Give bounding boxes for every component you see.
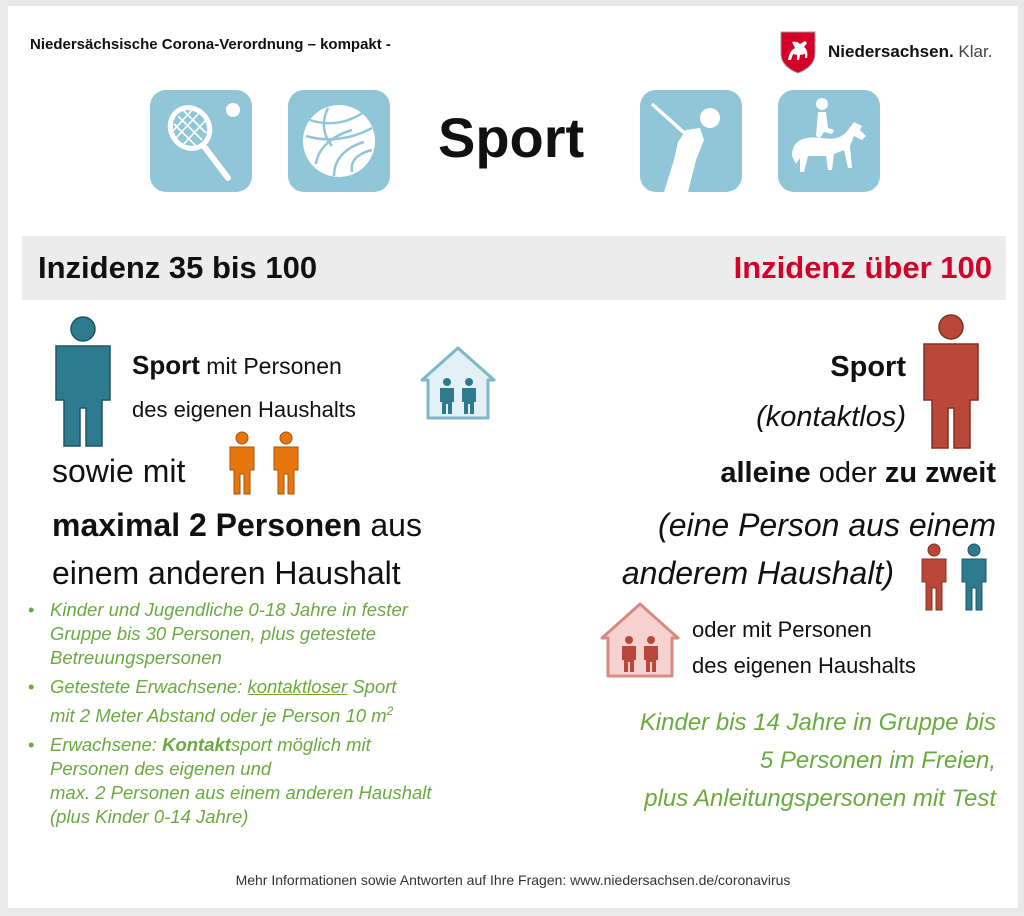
right-contactless: (kontaktlos) (756, 401, 906, 433)
bullet-3-prefix: Erwachsene: (50, 734, 163, 756)
right-children-line-3: plus Anleitungspersonen mit Test (644, 785, 996, 812)
niedersachsen-logo (778, 30, 1013, 74)
right-two: zu zweit (884, 457, 996, 489)
bullet-1-line-3: Betreuungspersonen (50, 647, 222, 668)
right-own-household: des eigenen Haushalts (692, 653, 916, 678)
left-max-two-bold: maximal 2 Personen (52, 507, 362, 543)
bullet-3-bold: Kontakt (162, 734, 231, 756)
right-children-line-1: Kinder bis 14 Jahre in Gruppe bis (639, 709, 996, 736)
bullet-1-line-1: • Kinder und Jugendliche 0-18 Jahre in fester (50, 599, 408, 620)
bullet-2-distance: mit 2 Meter Abstand oder je Person 10 m (50, 705, 387, 727)
left-also-with: sowie mit (52, 453, 186, 489)
bullet-2-suffix: Sport (347, 676, 397, 697)
bullet-3-line-4: (plus Kinder 0-14 Jahre) (50, 806, 249, 828)
logo-name: Niedersachsen. (828, 42, 954, 61)
left-own-household: des eigenen Haushalts (132, 397, 356, 422)
logo-suffix: Klar. (958, 42, 993, 61)
bullet-3-suffix: sport möglich mit (230, 734, 371, 756)
persons-orange-icon (222, 430, 308, 496)
logo-wordmark (828, 42, 992, 62)
volleyball-icon (288, 90, 390, 192)
left-max-two (52, 506, 422, 544)
right-alone-or-two (720, 456, 996, 491)
right-children-line-2: 5 Personen im Freien, (759, 747, 996, 774)
bullet-2-superscript: 2 (386, 704, 394, 718)
right-one-person: (eine Person aus einem (658, 507, 996, 543)
footer-info: Mehr Informationen sowie Antworten auf Ihre Fragen: www.niedersachsen.de/coronavirus (235, 872, 791, 888)
tennis-icon (150, 90, 252, 192)
bullet-3-line-2: Personen des eigenen und (50, 758, 272, 780)
page (8, 6, 1018, 908)
right-or: oder (810, 457, 885, 489)
left-other-household: einem anderen Haushalt (52, 555, 401, 591)
left-sport-rest: mit Personen (199, 353, 342, 379)
left-max-two-rest: aus (361, 507, 422, 543)
right-sport: Sport (830, 351, 906, 383)
person-teal-icon (52, 316, 114, 448)
left-sport-line (132, 350, 342, 381)
right-or-with-persons: oder mit Personen (692, 617, 872, 642)
incidence-over-100-heading: Inzidenz über 100 (733, 250, 992, 285)
bullet-children-youth (22, 598, 542, 670)
incidence-band (22, 236, 1006, 300)
bullet-3-line-3: max. 2 Personen aus einem anderen Haushalt (50, 782, 432, 804)
person-red-icon (920, 314, 982, 450)
bullet-2-underlined: kontaktloser (247, 676, 348, 697)
bullet-tested-adults (22, 675, 542, 728)
bullet-2-line-2 (50, 699, 542, 728)
bullet-2-line-1 (50, 675, 542, 699)
horse-shield-icon (778, 30, 818, 74)
bullet-2-prefix: Getestete Erwachsene: (50, 676, 248, 697)
right-alone: alleine (720, 457, 811, 489)
right-other-household: anderem Haushalt) (621, 555, 894, 591)
incidence-35-100-heading: Inzidenz 35 bis 100 (38, 250, 318, 285)
household-red-icon (596, 598, 684, 680)
bullet-adults-contact (22, 733, 542, 829)
persons-red-teal-icon (914, 542, 994, 612)
golf-icon (640, 90, 742, 192)
right-children-note (640, 704, 996, 818)
page-subtitle: Niedersächsische Corona-Verordnung – kompakt - (30, 36, 391, 53)
horse-riding-icon (778, 90, 880, 192)
bullet-1-line-2: Gruppe bis 30 Personen, plus getestete (50, 623, 377, 644)
page-title: Sport (438, 106, 585, 169)
left-sport-bold: Sport (132, 350, 200, 380)
bullet-3-line-1 (50, 733, 542, 757)
household-teal-icon (416, 342, 500, 422)
left-bullet-list (22, 598, 542, 834)
